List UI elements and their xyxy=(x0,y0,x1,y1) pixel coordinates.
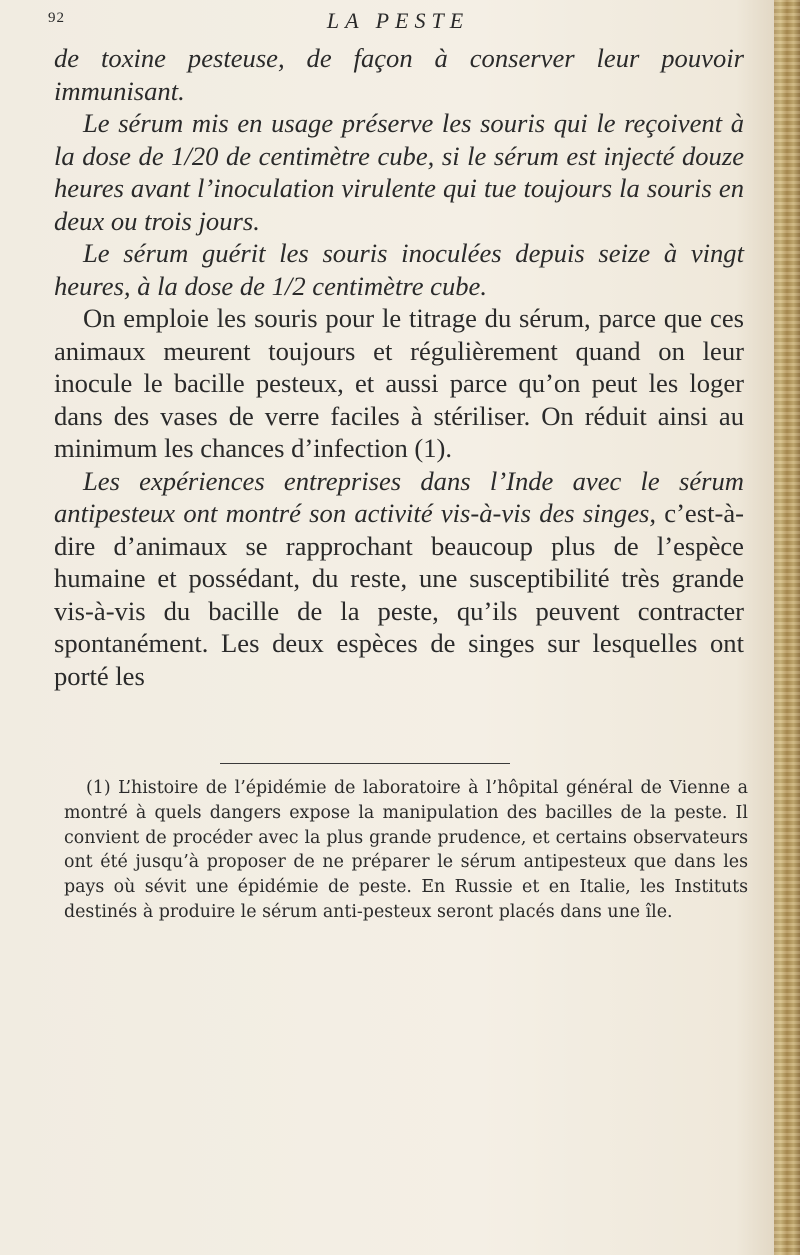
india-experiments-roman: c’est-à-dire d’animaux se rapprochant beaucoup plus de l’espèce humaine et possédant, du reste, une susceptibilité très grande vis-à-vis du bacille de la peste, qu’ils peuvent contracter spontanément. Les deux espèces de singes sur lesquelles ont porté les xyxy=(54,498,744,691)
paragraph-serum-preservation: Le sérum mis en usage préserve les souris qui le reçoivent à la dose de 1/20 de centimètre cube, si le sérum est injecté douze heures avant l’inoculation virulente qui tue toujours la souris en deux ou trois jours. xyxy=(54,108,744,236)
paragraph-mice-titration: On emploie les souris pour le titrage du sérum, parce que ces animaux meurent toujours et régulièrement quand on leur inocule le bacille pesteux, et aussi parce qu’on peut les loger dans des vases de verre faciles à stériliser. On réduit ainsi au minimum les chances d’infection (1). xyxy=(54,303,744,463)
page-header xyxy=(48,10,748,40)
gilt-page-edge xyxy=(774,0,800,1255)
running-head: LA PESTE xyxy=(326,8,470,33)
footnote-text: (1) L’histoire de l’épidémie de laboratoire à l’hôpital général de Vienne a montré à quels dangers expose la manipulation des bacilles de la peste. Il convient de procéder avec la plus grande prudence, et certains observateurs ont été jusqu’à proposer de ne préparer le sérum antipesteux que dans les pays où sévit une épidémie de peste. En Russie et en Italie, les Instituts destinés à produire le sérum anti-pesteux seront placés dans une île. xyxy=(64,778,748,922)
main-text xyxy=(54,42,744,692)
footnote-divider xyxy=(220,763,510,764)
footnote xyxy=(64,776,748,925)
india-experiments-italic: Les expériences entreprises dans l’Inde avec le sérum antipesteux ont montré son activité vis-à-vis des singes, xyxy=(54,465,744,528)
paragraph-serum-cure: Le sérum guérit les souris inoculées depuis seize à vingt heures, à la dose de 1/2 centimètre cube. xyxy=(54,238,744,301)
page-number: 92 xyxy=(48,10,65,26)
paragraph-continuation: de toxine pesteuse, de façon à conserver leur pouvoir immunisant. xyxy=(54,43,744,106)
paragraph-india-experiments xyxy=(54,465,744,693)
